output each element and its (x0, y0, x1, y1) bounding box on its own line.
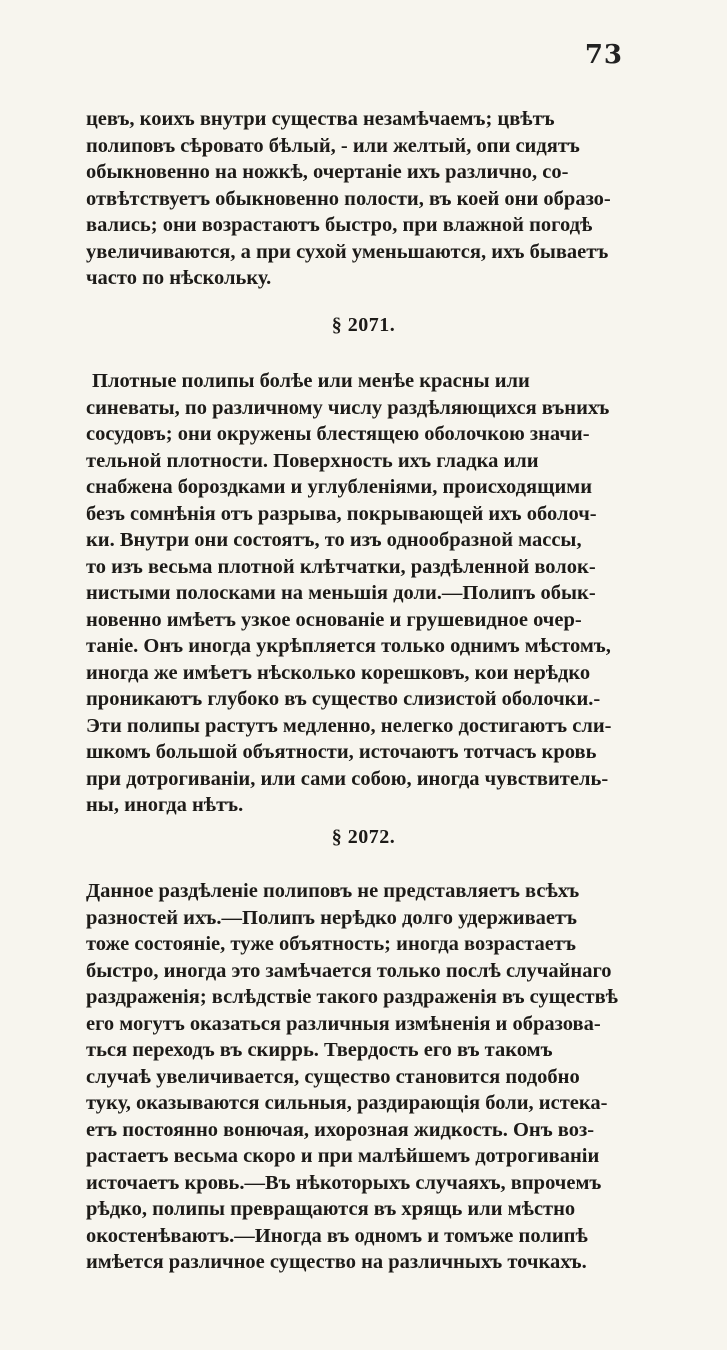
intro-paragraph (86, 106, 686, 292)
text-line: иногда же имѣетъ нѣсколько корешковъ, кои нерѣдко (86, 661, 591, 684)
text-line: обыкновенно на ножкѣ, очертаніе ихъ различно, со- (86, 161, 569, 183)
text-line: случаѣ увеличивается, существо становится подобно (86, 1065, 580, 1088)
text-line: часто по нѣскольку. (86, 267, 272, 289)
text-line: быстро, иногда это замѣчается только послѣ случайнаго (86, 959, 612, 982)
text-line: то изъ весьма плотной клѣтчатки, раздѣленной волок- (86, 555, 596, 578)
text-line: ны, иногда нѣтъ. (86, 794, 244, 816)
text-line: ться переходъ въ скиррь. Твердость его въ такомъ (86, 1039, 553, 1061)
text-line: синеваты, по различному числу раздѣляющихся вънихъ (86, 396, 610, 419)
text-line: шкомъ большой объятности, источаютъ тотчасъ кровь (86, 741, 597, 763)
text-line: цевъ, коихъ внутри существа незамѣчаемъ; цвѣтъ (86, 108, 555, 130)
text-line: сосудовъ; они окружены блестящею оболочкою значи- (86, 423, 590, 445)
text-line: новенно имѣетъ узкое основаніе и грушевидное очер- (86, 608, 582, 631)
text-line: увеличиваются, а при сухой уменьшаются, ихъ бываетъ (86, 240, 609, 263)
section-2072-paragraph (86, 878, 686, 1276)
text-line: раздраженія; вслѣдствіе такого раздраженія въ существѣ (86, 986, 618, 1008)
text-line: туку, оказываются сильныя, раздирающія боли, истека- (86, 1092, 608, 1114)
text-line: имѣется различное существо на различныхъ точкахъ. (86, 1251, 587, 1273)
text-line: растаетъ весьма скоро и при малѣйшемъ дотрогиваніи (86, 1145, 600, 1167)
text-line: Данное раздѣленіе полиповъ не представляетъ всѣхъ (86, 880, 580, 902)
text-line: полиповъ сѣровато бѣлый, - или желтый, опи сидятъ (86, 134, 580, 157)
text-line: Плотные полипы болѣе или менѣе красны или (92, 370, 530, 392)
text-line: рѣдко, полипы превращаются въ хрящь или мѣстно (86, 1198, 576, 1220)
text-line: источаетъ кровь.—Въ нѣкоторыхъ случаяхъ, впрочемъ (86, 1171, 602, 1194)
text-line: таніе. Онъ иногда укрѣпляется только однимъ мѣстомъ, (86, 635, 611, 657)
text-line: отвѣтствуетъ обыкновенно полости, въ коей они образо- (86, 187, 611, 210)
text-line: при дотрогиваніи, или сами собою, иногда чувствитель- (86, 767, 609, 790)
text-line: вались; они возрастаютъ быстро, при влажной погодѣ (86, 214, 593, 236)
section-heading-2071: § 2071. (331, 314, 396, 336)
text-line: безъ сомнѣнія отъ разрыва, покрывающей ихъ оболоч- (86, 502, 597, 525)
page-number: 73 (584, 40, 623, 70)
text-line: снабжена бороздками и углубленіями, происходящими (86, 476, 593, 498)
text-line: проникаютъ глубоко въ существо слизистой оболочки.- (86, 688, 601, 710)
text-line: окостенѣваютъ.—Иногда въ одномъ и томъже полипѣ (86, 1224, 588, 1247)
text-line: Эти полипы растутъ медленно, нелегко достигаютъ сли- (86, 714, 612, 737)
text-line: тоже состояніе, туже объятность; иногда возрастаетъ (86, 933, 576, 955)
text-line: тельной плотности. Поверхность ихъ гладка или (86, 449, 539, 472)
section-heading-2072: § 2072. (331, 826, 396, 848)
text-line: его могутъ оказаться различныя измѣненія и образова- (86, 1012, 601, 1035)
text-line: нистыми полосками на меньшія доли.—Полипъ обык- (86, 582, 596, 604)
text-line: ки. Внутри они состоятъ, то изъ однообразной массы, (86, 529, 582, 551)
text-line: етъ постоянно вонючая, ихорозная жидкость. Онъ воз- (86, 1118, 595, 1141)
text-line: разностей ихъ.—Полипъ нерѣдко долго удерживаетъ (86, 906, 578, 929)
section-2071-paragraph (86, 368, 686, 819)
